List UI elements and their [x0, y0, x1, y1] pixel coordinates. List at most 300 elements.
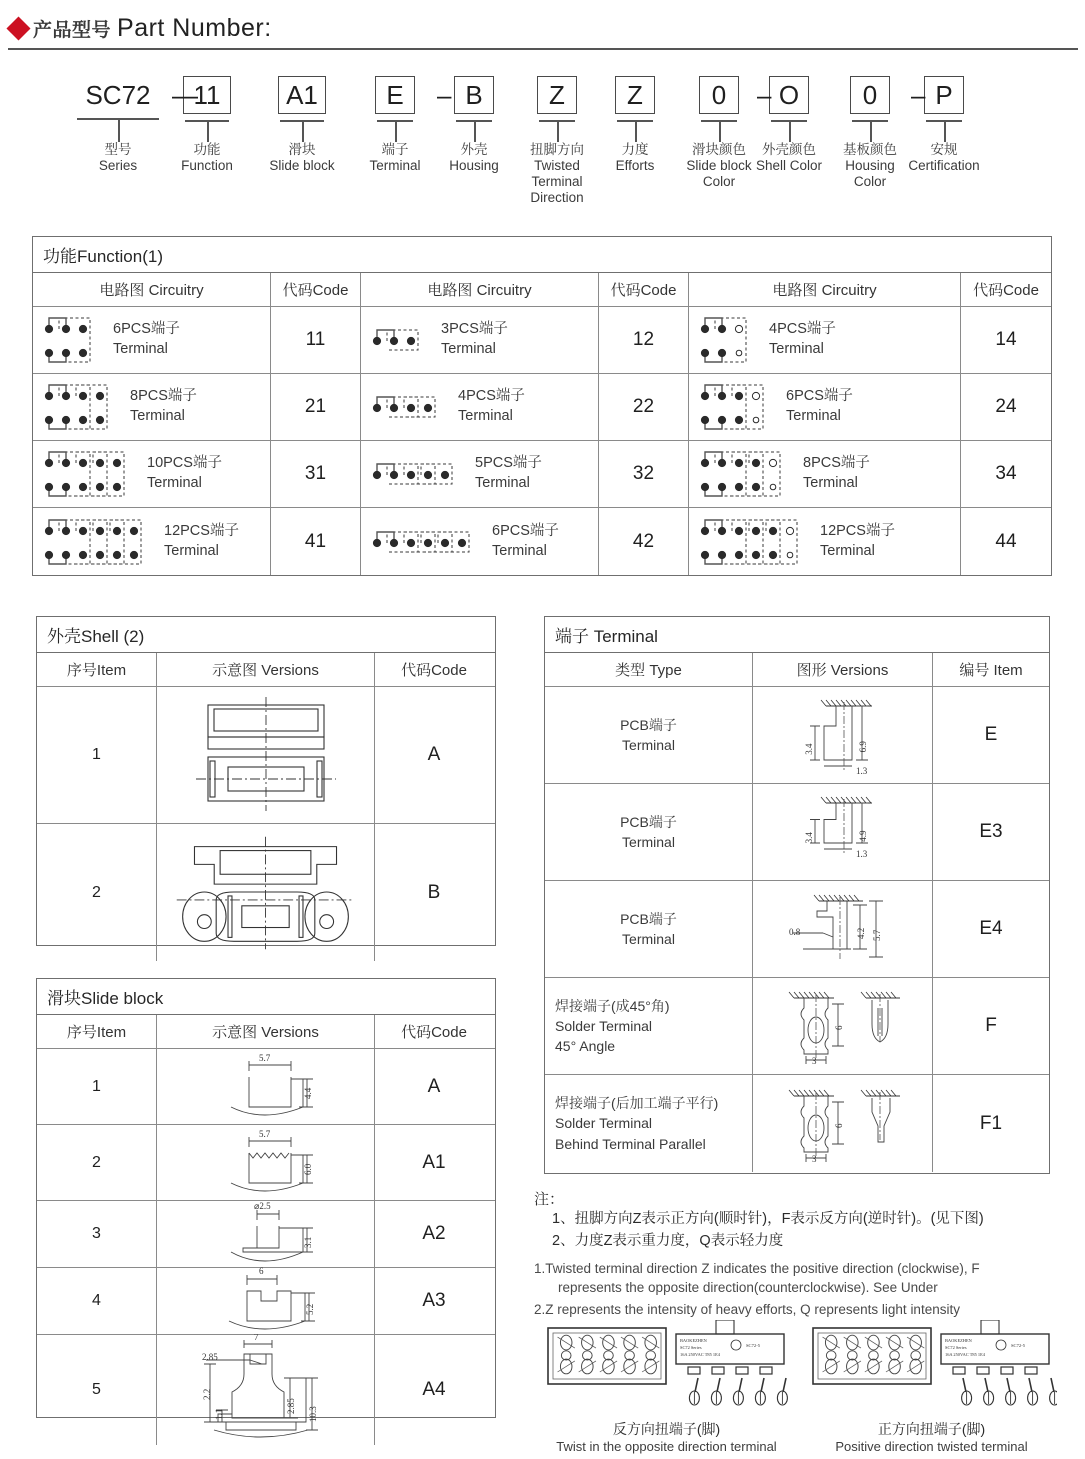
code-value: 24	[995, 396, 1017, 417]
part-segment-value: 11	[183, 76, 231, 114]
shell-code-cell	[375, 687, 493, 823]
header-title-en: Part Number:	[117, 14, 272, 42]
svg-text:2.2: 2.2	[201, 1388, 212, 1400]
item-value: 4	[92, 1292, 101, 1309]
svg-text:4.4: 4.4	[302, 1087, 313, 1099]
switch-caption-en: Twist in the opposite direction terminal	[556, 1439, 777, 1454]
switch-caption-cn: 正方向扭端子(脚)	[877, 1421, 986, 1437]
function-col-header: 电路图 Circuitry	[33, 273, 271, 306]
code-value: 11	[305, 329, 326, 350]
switch-illustration-holder	[534, 1320, 799, 1415]
function-circuit-cell	[361, 441, 599, 507]
circuit-diagram	[41, 311, 105, 369]
leader-tick	[771, 120, 807, 122]
part-number-segment-8	[699, 76, 739, 114]
note-en-2: 2.Z represents the intensity of heavy efforts, Q represents light intensity	[534, 1301, 960, 1317]
terminal-type-line: PCB端子	[620, 716, 677, 733]
circuit-diagram	[697, 378, 778, 436]
terminal-count-en: Terminal	[130, 408, 185, 424]
switch-illustration	[807, 1320, 1057, 1415]
slide-version-cell	[157, 1201, 375, 1267]
leader-tick	[926, 120, 962, 122]
table-row	[545, 784, 1049, 881]
item-value: 2	[92, 883, 101, 901]
terminal-count-en: Terminal	[147, 475, 202, 491]
svg-text:5.7: 5.7	[871, 929, 882, 941]
switch-illustration-holder	[799, 1320, 1064, 1415]
function-circuit-cell	[689, 508, 961, 575]
label-cn: 功能	[193, 142, 221, 157]
circuit-diagram	[697, 311, 761, 369]
function-circuit-cell	[361, 508, 599, 575]
terminal-count-cn: 6PCS端子	[492, 522, 559, 539]
label-en: Housing Color	[845, 157, 895, 189]
label-cn: 滑块	[288, 142, 316, 157]
leader-tick	[852, 120, 888, 122]
svg-text:0.8: 0.8	[788, 927, 800, 937]
slide-version-cell	[157, 1049, 375, 1124]
part-segment-label-6	[520, 142, 594, 206]
shell-item-cell	[37, 687, 157, 823]
slide-table-header-row	[37, 1015, 495, 1049]
circuit-diagram	[369, 525, 484, 559]
terminal-count-label	[803, 454, 870, 493]
terminal-count-cn: 8PCS端子	[803, 455, 870, 472]
code-value: 32	[632, 463, 655, 484]
note-en-1: 1.Twisted terminal direction Z indicates the positive direction (clockwise), F	[534, 1260, 980, 1276]
function-col-header: 代码Code	[599, 273, 689, 306]
terminal-diagram-F1	[768, 1082, 918, 1166]
terminal-type-label	[545, 996, 670, 1057]
item-value: 1	[92, 746, 101, 763]
slide-table-body	[37, 1049, 495, 1445]
label-cn: 型号	[104, 142, 132, 157]
terminal-table-body	[545, 687, 1049, 1172]
terminal-count-cn: 12PCS端子	[820, 522, 895, 539]
item-value: F	[985, 1015, 997, 1036]
code-value: 34	[995, 463, 1017, 484]
terminal-version-cell	[753, 1075, 933, 1172]
code-value: 12	[632, 329, 655, 350]
terminal-type-line: Solder Terminal	[555, 1017, 653, 1034]
circuit-diagram	[369, 457, 467, 491]
terminal-count-label	[769, 320, 836, 359]
page-header	[10, 14, 272, 43]
label-cn: 外壳	[460, 142, 488, 157]
part-segment-value: Z	[537, 76, 577, 114]
table-row	[545, 1075, 1049, 1172]
code-value: A1	[422, 1151, 446, 1173]
function-code-cell	[599, 441, 689, 507]
terminal-count-label	[113, 320, 180, 359]
function-circuit-cell	[33, 508, 271, 575]
function-code-cell	[271, 508, 361, 575]
leader-tick	[539, 120, 575, 122]
label-en: Function	[181, 157, 233, 173]
shell-col-header: 示意图 Versions	[157, 653, 375, 686]
svg-text:10.3: 10.3	[307, 1406, 318, 1422]
terminal-type-line: Terminal	[622, 834, 675, 850]
code-value: 21	[304, 396, 327, 417]
terminal-count-cn: 4PCS端子	[458, 388, 525, 405]
switch-figures	[534, 1320, 1064, 1454]
part-segment-value: P	[924, 76, 964, 114]
shell-item-cell	[37, 824, 157, 961]
slide-diagram-A3	[191, 1261, 341, 1341]
function-col-header: 电路图 Circuitry	[361, 273, 599, 306]
svg-text:16A 250VAC T85 1E4: 16A 250VAC T85 1E4	[679, 1352, 720, 1357]
terminal-count-cn: 5PCS端子	[475, 455, 542, 472]
terminal-count-en: Terminal	[769, 341, 824, 357]
shell-version-cell	[157, 687, 375, 823]
function-circuit-cell	[689, 374, 961, 440]
table-row	[33, 441, 1051, 508]
label-cn: 安规	[930, 142, 958, 157]
circuit-diagram	[41, 513, 156, 571]
shell-diagram-plain	[166, 693, 366, 818]
terminal-type-cell	[545, 978, 753, 1074]
shell-code-cell	[375, 824, 493, 961]
label-en: Twisted Terminal Direction	[530, 157, 584, 205]
part-segment-label-9	[747, 142, 831, 174]
terminal-count-label	[147, 454, 222, 493]
svg-text:6: 6	[833, 1025, 844, 1030]
leader-line	[557, 120, 559, 142]
function-code-cell	[961, 508, 1051, 575]
terminal-count-label	[164, 522, 239, 561]
part-segment-label-3	[256, 142, 348, 174]
leader-tick	[280, 120, 324, 122]
header-title-cn: 产品型号	[33, 20, 112, 41]
function-circuit-cell	[361, 307, 599, 373]
terminal-type-line: PCB端子	[620, 910, 677, 927]
slide-item-cell	[37, 1125, 157, 1200]
terminal-type-cell	[545, 687, 753, 783]
terminal-item-cell	[933, 881, 1049, 977]
part-number-separator-4: –	[911, 80, 926, 110]
slide-code-cell	[375, 1335, 493, 1445]
terminal-count-en: Terminal	[492, 542, 547, 559]
svg-text:5.7: 5.7	[258, 1052, 270, 1063]
part-segment-label-1	[72, 142, 164, 174]
part-number-separator-3: –	[757, 80, 772, 110]
part-segment-value: O	[769, 76, 809, 114]
shell-col-header: 代码Code	[401, 662, 467, 679]
part-segment-value: SC72	[85, 79, 151, 110]
function-circuit-cell	[33, 307, 271, 373]
svg-text:2.85: 2.85	[285, 1398, 296, 1414]
table-row	[37, 1125, 495, 1201]
shell-table-title: 外壳Shell (2)	[37, 617, 495, 653]
terminal-diagram-E3	[768, 789, 918, 875]
svg-text:SC72-5: SC72-5	[745, 1343, 760, 1348]
function-col-header: 代码Code	[973, 282, 1039, 299]
svg-text:1.3: 1.3	[855, 849, 867, 859]
leader-line	[474, 120, 476, 142]
svg-text:3.1: 3.1	[302, 1236, 313, 1248]
leader-line	[395, 120, 397, 142]
label-cn: 基板颜色	[843, 142, 897, 157]
part-number-segment-9	[769, 76, 809, 114]
leader-tick	[617, 120, 653, 122]
leader-line	[944, 120, 946, 142]
terminal-item-cell	[933, 687, 1049, 783]
terminal-count-en: Terminal	[475, 475, 530, 491]
leader-tick	[185, 120, 229, 122]
terminal-diagram-E4	[763, 887, 923, 971]
code-value: 31	[304, 463, 327, 484]
slide-diagram-A1	[191, 1125, 341, 1201]
svg-text:5.2: 5.2	[304, 1303, 315, 1315]
leader-line	[870, 120, 872, 142]
code-value: A	[427, 744, 441, 765]
leader-line	[118, 120, 120, 142]
leader-line	[789, 120, 791, 142]
svg-text:BAOKEZHEN: BAOKEZHEN	[944, 1338, 972, 1343]
function-table-title: 功能Function(1)	[33, 237, 1051, 273]
slide-col-header: 示意图 Versions	[157, 1015, 375, 1048]
terminal-count-cn: 3PCS端子	[441, 321, 508, 338]
terminal-count-cn: 4PCS端子	[769, 321, 836, 338]
circuit-diagram	[369, 390, 450, 424]
terminal-type-line: 焊接端子(成45°角)	[555, 997, 670, 1014]
switch-illustration	[542, 1320, 792, 1415]
leader-line	[635, 120, 637, 142]
label-en: Series	[98, 157, 138, 173]
terminal-version-cell	[753, 978, 933, 1074]
table-row	[33, 307, 1051, 374]
header-divider	[8, 48, 1078, 50]
terminal-count-label	[820, 522, 895, 561]
terminal-col-header: 图形 Versions	[753, 653, 933, 686]
function-circuit-cell	[33, 374, 271, 440]
function-col-header: 代码Code	[271, 273, 361, 306]
function-code-cell	[961, 374, 1051, 440]
slide-item-cell	[37, 1335, 157, 1445]
item-value: F1	[979, 1112, 1003, 1134]
function-circuit-cell	[361, 374, 599, 440]
slide-item-cell	[37, 1268, 157, 1334]
item-value: 2	[92, 1153, 101, 1171]
item-value: E4	[979, 918, 1003, 939]
slide-block-table	[36, 978, 496, 1422]
terminal-type-line: Behind Terminal Parallel	[555, 1135, 706, 1152]
part-number-segment-5	[454, 76, 494, 114]
label-en: Certification	[908, 157, 980, 173]
terminal-count-label	[786, 387, 853, 426]
table-row	[37, 1049, 495, 1125]
function-code-cell	[961, 307, 1051, 373]
code-value: 41	[304, 530, 327, 552]
function-code-cell	[271, 307, 361, 373]
label-en: Slide block Color	[686, 157, 752, 189]
terminal-type-label	[620, 812, 677, 853]
function-circuit-cell	[689, 307, 961, 373]
leader-tick	[456, 120, 492, 122]
part-segment-label-2	[161, 142, 253, 174]
part-segment-value: 0	[850, 76, 890, 114]
svg-text:16A 250VAC T85 1E4: 16A 250VAC T85 1E4	[944, 1352, 985, 1357]
part-number-segment-1	[75, 76, 161, 114]
switch-caption-en: Positive direction twisted terminal	[835, 1439, 1028, 1454]
item-value: 1	[92, 1077, 101, 1095]
note-cn-2: 2、力度Z表示重力度，Q表示轻力度	[552, 1232, 784, 1249]
part-segment-value: Z	[615, 76, 655, 114]
leader-line	[719, 120, 721, 142]
slide-version-cell	[157, 1125, 375, 1200]
slide-code-cell	[375, 1125, 493, 1200]
terminal-count-en: Terminal	[164, 542, 219, 559]
part-number-segment-4	[375, 76, 415, 114]
code-value: B	[427, 881, 441, 903]
terminal-count-cn: 10PCS端子	[147, 455, 222, 472]
terminal-type-line: 45° Angle	[555, 1038, 616, 1055]
notes-block	[534, 1188, 1054, 1319]
switch-caption-cn: 反方向扭端子(脚)	[612, 1421, 721, 1437]
svg-text:1.1: 1.1	[213, 1408, 224, 1420]
terminal-version-cell	[753, 784, 933, 880]
item-value: 5	[92, 1381, 101, 1398]
terminal-col-header: 编号 Item	[959, 662, 1023, 679]
terminal-count-en: Terminal	[441, 341, 496, 357]
terminal-count-label	[441, 320, 508, 359]
terminal-count-en: Terminal	[786, 408, 841, 424]
label-cn: 力度	[621, 142, 649, 157]
slide-item-cell	[37, 1049, 157, 1124]
terminal-table-header-row	[545, 653, 1049, 687]
table-row	[545, 978, 1049, 1075]
terminal-count-label	[458, 387, 525, 426]
label-cn: 滑块颜色	[692, 142, 746, 157]
item-value: 3	[92, 1225, 101, 1242]
code-value: 42	[632, 530, 655, 552]
part-number-segment-10	[850, 76, 890, 114]
table-row	[33, 374, 1051, 441]
circuit-diagram	[697, 445, 795, 503]
switch-figure-1	[534, 1320, 799, 1454]
terminal-version-cell	[753, 881, 933, 977]
terminal-type-cell	[545, 881, 753, 977]
table-row	[37, 1268, 495, 1335]
label-cn: 外壳颜色	[762, 142, 816, 157]
terminal-type-cell	[545, 784, 753, 880]
label-cn: 扭脚方向	[530, 142, 584, 157]
part-number-separator-1: —	[172, 80, 198, 110]
part-segment-value: A1	[278, 76, 326, 114]
svg-text:SC72 Series: SC72 Series	[944, 1345, 967, 1350]
circuit-diagram	[41, 445, 139, 503]
terminal-count-en: Terminal	[820, 542, 875, 559]
svg-text:3.4: 3.4	[803, 832, 814, 844]
terminal-type-label	[620, 909, 677, 950]
item-value: E	[984, 724, 998, 745]
part-number-breakdown	[0, 62, 1085, 217]
slide-version-cell	[157, 1335, 375, 1445]
terminal-diagram-E	[768, 692, 918, 778]
function-code-cell	[599, 508, 689, 575]
part-segment-label-7	[589, 142, 681, 174]
svg-text:6: 6	[833, 1123, 844, 1128]
svg-text:3.4: 3.4	[803, 743, 814, 755]
terminal-count-cn: 6PCS端子	[113, 321, 180, 338]
terminal-count-label	[475, 454, 542, 493]
function-circuit-cell	[689, 441, 961, 507]
slide-item-cell	[37, 1201, 157, 1267]
part-number-segment-7	[615, 76, 655, 114]
svg-text:4.9: 4.9	[857, 830, 868, 842]
function-code-cell	[599, 307, 689, 373]
table-row	[33, 508, 1051, 575]
circuit-diagram	[369, 323, 433, 357]
svg-text:⌀2.5: ⌀2.5	[253, 1201, 271, 1211]
function-table-header-row	[33, 273, 1051, 307]
terminal-type-line: 焊接端子(后加工端子平行)	[555, 1095, 719, 1112]
part-segment-value: E	[375, 76, 415, 114]
item-value: E3	[979, 821, 1003, 842]
terminal-table-title: 端子 Terminal	[545, 617, 1049, 653]
svg-text:7: 7	[253, 1334, 258, 1342]
code-value: A4	[422, 1379, 446, 1400]
svg-text:6.9: 6.9	[857, 741, 868, 753]
shell-table	[36, 616, 496, 946]
label-en: Shell Color	[755, 157, 823, 173]
table-row	[545, 881, 1049, 978]
slide-table-title: 滑块Slide block	[37, 979, 495, 1015]
part-segment-value: B	[454, 76, 494, 114]
function-code-cell	[271, 441, 361, 507]
slide-col-header: 序号Item	[37, 1015, 157, 1048]
terminal-count-cn: 8PCS端子	[130, 388, 197, 405]
shell-diagram-flanged	[157, 830, 374, 955]
table-row	[37, 1335, 495, 1445]
part-number-segment-3	[278, 76, 326, 114]
svg-text:3: 3	[811, 1056, 816, 1066]
terminal-count-label	[492, 522, 559, 561]
terminal-count-cn: 12PCS端子	[164, 522, 239, 539]
svg-text:3: 3	[811, 1153, 816, 1164]
leader-tick	[377, 120, 413, 122]
svg-text:2.85: 2.85	[201, 1352, 218, 1362]
part-segment-label-11	[898, 142, 990, 174]
shell-version-cell	[157, 824, 375, 961]
circuit-diagram	[697, 513, 812, 571]
label-en: Terminal	[369, 157, 421, 173]
terminal-type-label	[545, 1093, 718, 1154]
terminal-type-cell	[545, 1075, 753, 1172]
diamond-bullet-icon	[6, 16, 30, 40]
function-code-cell	[271, 374, 361, 440]
note-en-1b: represents the opposite direction(counterclockwise). See Under	[558, 1280, 938, 1296]
svg-text:SC72-5: SC72-5	[1010, 1343, 1025, 1348]
terminal-type-line: Terminal	[622, 737, 675, 753]
terminal-count-en: Terminal	[113, 341, 168, 357]
leader-tick	[701, 120, 737, 122]
terminal-type-label	[620, 715, 677, 756]
function-table	[32, 236, 1052, 576]
table-row	[37, 1201, 495, 1268]
function-code-cell	[961, 441, 1051, 507]
terminal-count-en: Terminal	[803, 475, 858, 491]
svg-text:6: 6	[258, 1266, 263, 1276]
label-en: Housing	[449, 157, 499, 173]
slide-code-cell	[375, 1201, 493, 1267]
table-row	[37, 687, 495, 824]
slide-diagram-A	[191, 1049, 341, 1125]
svg-text:5.7: 5.7	[258, 1128, 270, 1139]
function-circuit-cell	[33, 441, 271, 507]
circuit-diagram	[41, 378, 122, 436]
notes-heading: 注：	[534, 1191, 565, 1208]
